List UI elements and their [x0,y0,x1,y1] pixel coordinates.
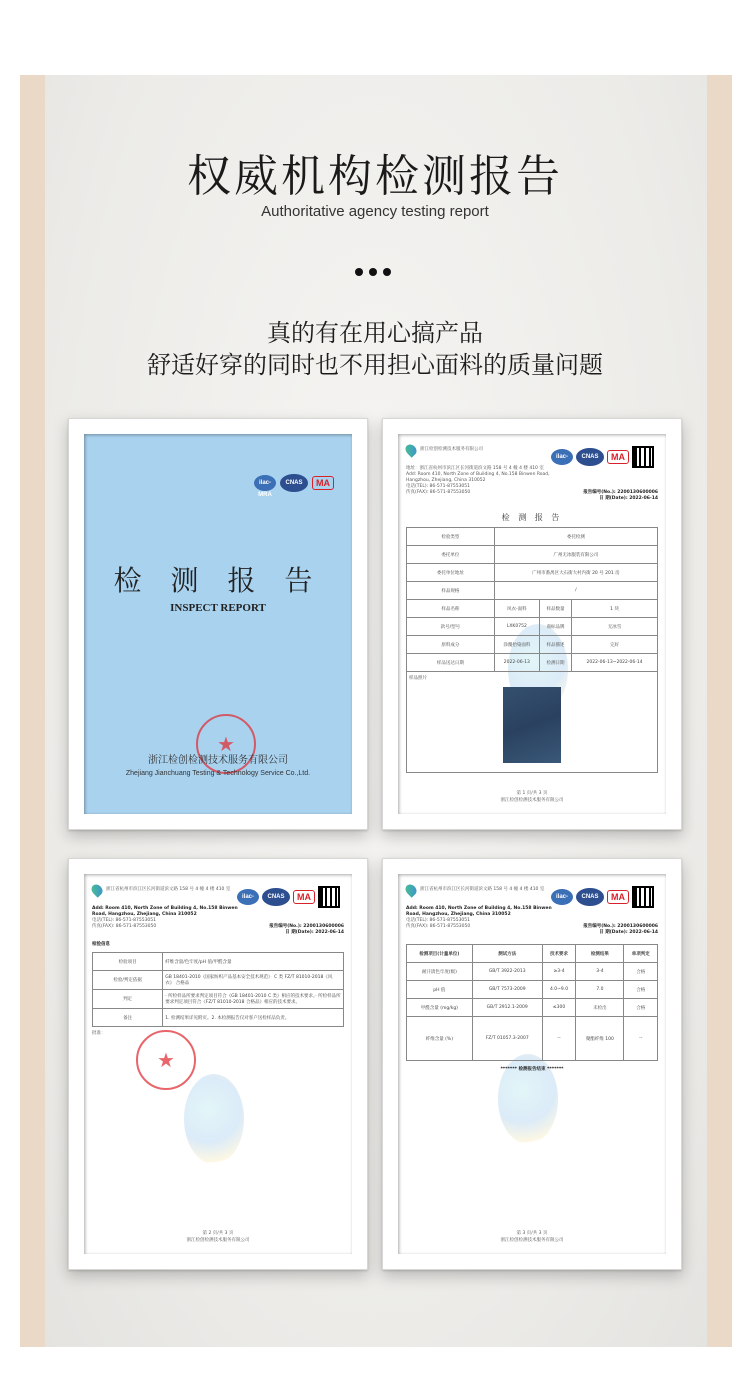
cma-icon: MA [312,476,334,490]
cnas-icon: CNAS [262,888,290,906]
report-title: 检 测 报 告 [501,513,563,522]
cover-subtitle: INSPECT REPORT [170,602,266,614]
end-note: ******* 检测报告结束 ******* [500,1067,564,1072]
cma-icon: MA [607,450,629,464]
table-row [407,672,658,773]
tel: 电话(TEL): 86-571-87553051 [92,918,157,923]
table-row: 判定 · 所检样品所要求判定项目符合《GB 18401-2010 C 类》相应的技术要求。· 所检样品所要求判定项目符合《FZ/T 81010-2018 合格品》相应的技术要求。 [93,990,344,1009]
section-title: 检验信息 [92,942,110,947]
table-row: 样品规格 / [407,582,658,600]
report-date: 日 期(Date): 2022-06-14 [599,930,658,935]
frame-report-page-1 [382,418,682,830]
report-number: 报告编号(No.): 2200130600006 [583,490,658,495]
frame-report-page-2 [68,858,368,1270]
cover-org-cn: 浙江检创检测技术服务有限公司 [148,755,288,766]
page-number: 第 1 页/共 3 页 [516,791,548,796]
table-row: 检验项目 纤维含量/色牢度/pH 值/甲醛含量 [93,953,344,971]
red-seal-icon: ★ [196,714,256,774]
page-title: 权威机构检测报告 [187,151,563,202]
fax: 传真(FAX): 86-571-87553050 [406,924,471,929]
fax: 传真(FAX): 86-571-87553050 [92,924,157,929]
address-en: Add: Room 410, North Zone of Building 4, No.158 Binwen Road, Hangzhou, Zhejiang, China 310052 [406,906,552,917]
page-number: 第 3 页/共 3 页 [516,1231,548,1236]
table-row: 纤维含量 (%) FZ/T 01057.3-2007 -- 聚酯纤维 100 -- [407,1017,658,1061]
report-number: 报告编号(No.): 2200130600006 [583,924,658,929]
report-page-3 [398,874,666,1254]
qr-code-icon [318,886,340,908]
watermark-icon [184,1074,244,1164]
accreditation-logos [551,446,654,472]
cnas-icon: CNAS [576,888,604,906]
tel: 电话(TEL): 86-571-87553051 [406,484,471,489]
company-logo-icon [403,882,419,898]
table-row: 甲醛含量 (mg/kg) GB/T 2912.1-2009 ≤300 未检出 合格 [407,999,658,1017]
accreditation-logos [551,886,654,912]
qr-code-icon [632,886,654,908]
company-logo-icon [89,882,105,898]
org-line: 浙江省杭州市滨江区长河街道滨文路 158 号 4 幢 4 楼 410 室 [106,887,231,892]
report-date: 日 期(Date): 2022-06-14 [285,930,344,935]
cnas-icon: CNAS [280,474,308,492]
report-date: 日 期(Date): 2022-06-14 [599,496,658,501]
org-line: 浙江省杭州市滨江区长河街道滨文路 158 号 4 幢 4 楼 410 室 [420,887,545,892]
frame-cover [68,418,368,830]
cover-title: 检 测 报 告 [113,564,323,597]
fabric-sample-image [503,687,561,763]
frame-report-page-3 [382,858,682,1270]
ilac-icon: ilac-MRA [237,889,259,905]
address-en: Add: Room 410, North Zone of Building 4, No.158 Binwen Road, Hangzhou, Zhejiang, China 310052 [406,472,550,483]
footer-org: 浙江检创检测技术服务有限公司 [500,1238,564,1243]
results-table [406,944,658,1061]
table-row: 样品名称 风衣-面料 样品数量 1 块 [407,600,658,618]
company-logo-icon [403,442,419,458]
address-cn: 地址：浙江省杭州市滨江区长河街道滨文路 158 号 4 幢 4 楼 410 室 [406,466,544,471]
cma-icon: MA [607,890,629,904]
red-seal-icon: ★ [136,1030,196,1090]
cnas-icon: CNAS [576,448,604,466]
footer-org: 浙江检创检测技术服务有限公司 [186,1238,250,1243]
accreditation-logos [237,886,340,912]
fax: 传真(FAX): 86-571-87553050 [406,490,471,495]
org-line: 浙江检创检测技术服务有限公司 [420,447,483,452]
table-row: 备注 1. 检测结果详见附页。2. 本检测报告仅对客户送检样品负责。 [93,1009,344,1027]
cma-icon: MA [293,890,315,904]
address-en: Add: Room 410, North Zone of Building 4, No.158 Binwen Road, Hangzhou, Zhejiang, China 310052 [92,906,238,917]
table-row: 款号/型号 LXK0752 商标品牌 无冰雪 [407,618,658,636]
page-subtitle: Authoritative agency testing report [261,203,489,220]
slogan-line-1: 真的有在用心搞产品 [267,319,483,347]
table-row: 检验/判定依据 GB 18401-2010《国家纺织产品基本安全技术规范》 C 类 FZ/T 81010-2018《风衣》 合格品 [93,971,344,990]
table-row: 委托单位 广州无冰服装有限公司 [407,546,658,564]
table-header-row: 检测项目(计量单位) 测试方法 技术要求 检测结果 单项判定 [407,945,658,963]
footer-org: 浙江检创检测技术服务有限公司 [500,798,564,803]
table-row: 原料成分 涂覆抬染面料 样品描述 完好 [407,636,658,654]
report-cover [84,434,352,814]
accreditation-logos [254,474,334,498]
report-page-2 [84,874,352,1254]
ilac-icon: ilac-MRA [254,475,276,491]
table-row: 委托单位地址 广州市番禺区大石街大村内街 20 号 201 房 [407,564,658,582]
slogan-line-2: 舒适好穿的同时也不用担心面料的质量问题 [147,351,603,379]
cover-org-en: Zhejiang Jianchuang Testing & Technology Service Co.,Ltd. [125,770,311,777]
qr-code-icon [632,446,654,468]
page-number: 第 2 页/共 3 页 [202,1231,234,1236]
report-number: 报告编号(No.): 2200130600006 [269,924,344,929]
table-row: 样品送达日期 2022-06-13 检测日期 2022-06-13~2022-06-14 [407,654,658,672]
table-row: 耐汗渍色牢度(级) GB/T 3922-2013 ≥3-4 3-4 合格 [407,963,658,981]
table-row: pH 值 GB/T 7573-2009 4.0~9.0 7.0 合格 [407,981,658,999]
table-row: 检验类型 委托检测 [407,528,658,546]
ilac-icon: ilac-MRA [551,449,573,465]
signers: 批准： [92,1031,106,1036]
inspection-table [92,952,344,1027]
report-page-1 [398,434,666,814]
photo-label: 样品照片 [409,676,427,681]
info-table [406,527,658,773]
tel: 电话(TEL): 86-571-87553051 [406,918,471,923]
ilac-icon: ilac-MRA [551,889,573,905]
dots-divider [355,268,391,276]
